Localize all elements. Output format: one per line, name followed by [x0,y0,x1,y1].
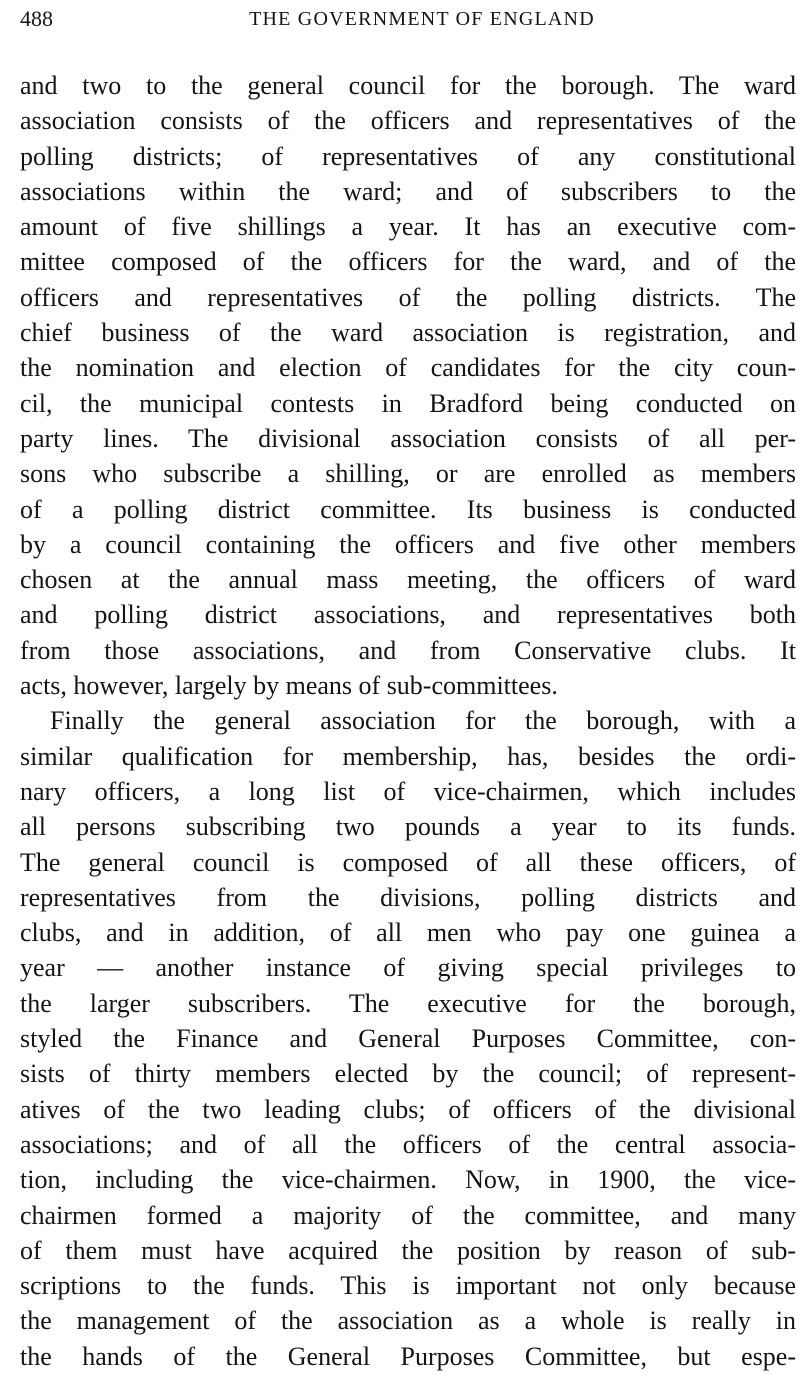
text-line: sons who subscribe a shilling, or are enrolled as members [20,459,796,489]
text-line: associations; and of all the officers of the central associa- [20,1129,796,1159]
text-line: nary officers, a long list of vice-chairmen, which includes [20,776,796,806]
text-line: of a polling district committee. Its business is conducted [20,494,796,524]
text-line: officers and representatives of the polling districts. The [20,282,796,312]
text-line: clubs, and in addition, of all men who pay one guinea a [20,918,796,948]
text-line: The general council is composed of all these officers, of [20,847,796,877]
text-line: the management of the association as a whole is really in [20,1306,796,1336]
text-line: from those associations, and from Conservative clubs. It [20,635,796,665]
text-line: chief business of the ward association is registration, and [20,318,796,348]
text-line: chosen at the annual mass meeting, the officers of ward [20,565,796,595]
text-line: the larger subscribers. The executive for the borough, [20,988,796,1018]
text-line: scriptions to the funds. This is important not only because [20,1271,796,1301]
text-line: atives of the two leading clubs; of officers of the divisional [20,1094,796,1124]
paragraph-2 [20,703,796,1374]
text-line: associations within the ward; and of subscribers to the [20,176,796,206]
running-head: THE GOVERNMENT OF ENGLAND [249,8,595,30]
text-line: the hands of the General Purposes Committee, but espe- [20,1341,796,1371]
text-line: tion, including the vice-chairmen. Now, in 1900, the vice- [20,1165,796,1195]
text-line: association consists of the officers and representatives of the [20,106,796,136]
text-line: chairmen formed a majority of the committee, and many [20,1200,796,1230]
body-text [20,68,796,1374]
text-line: of them must have acquired the position by reason of sub- [20,1235,796,1265]
text-line: year — another instance of giving special privileges to [20,953,796,983]
text-line: amount of five shillings a year. It has an executive com- [20,212,796,242]
text-line: and polling district associations, and representatives both [20,600,796,630]
text-line: cil, the municipal contests in Bradford being conducted on [20,388,796,418]
text-line: polling districts; of representatives of any constitutional [20,141,796,171]
text-line: acts, however, largely by means of sub-committees. [20,671,558,701]
page-number: 488 [20,6,53,31]
page-header [20,6,796,32]
paragraph-1 [20,68,796,703]
text-line: all persons subscribing two pounds a year to its funds. [20,812,796,842]
text-line: representatives from the divisions, polling districts and [20,882,796,912]
text-line: similar qualification for membership, has, besides the ordi- [20,741,796,771]
text-line: by a council containing the officers and five other members [20,529,796,559]
text-line: the nomination and election of candidates for the city coun- [20,353,796,383]
text-line: Finally the general association for the borough, with a [50,706,796,736]
text-line: mittee composed of the officers for the ward, and of the [20,247,796,277]
text-line: and two to the general council for the borough. The ward [20,71,796,100]
text-line: styled the Finance and General Purposes Committee, con- [20,1024,796,1054]
text-line: sists of thirty members elected by the council; of represent- [20,1059,796,1089]
text-line: party lines. The divisional association consists of all per- [20,423,796,453]
